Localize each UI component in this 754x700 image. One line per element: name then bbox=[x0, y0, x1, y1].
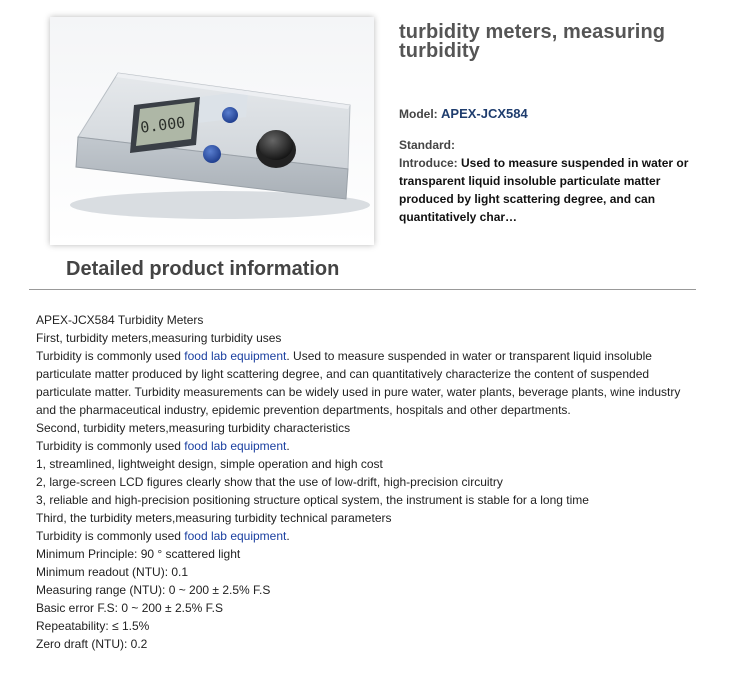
lcd-readout: 0.000 bbox=[139, 113, 187, 137]
detail-line: 2, large-screen LCD figures clearly show that the use of low-drift, high-precision circuitry bbox=[36, 475, 503, 489]
detail-text: Turbidity is commonly used bbox=[36, 439, 185, 453]
detail-line: Repeatability: ≤ 1.5% bbox=[36, 619, 150, 633]
detail-line: Measuring range (NTU): 0 ~ 200 ± 2.5% F.S bbox=[36, 583, 271, 597]
product-details bbox=[36, 311, 701, 653]
detail-line: Zero draft (NTU): 0.2 bbox=[36, 637, 148, 651]
introduce-label: Introduce: bbox=[399, 156, 458, 170]
detail-line: APEX-JCX584 Turbidity Meters bbox=[36, 313, 204, 327]
turbidity-meter-image bbox=[50, 17, 374, 245]
meter-knob bbox=[259, 130, 293, 160]
food-lab-equipment-link[interactable]: food lab equipment bbox=[184, 439, 287, 453]
detail-text: Turbidity is commonly used bbox=[36, 529, 185, 543]
detail-paragraph bbox=[36, 527, 701, 545]
detail-line: Minimum readout (NTU): 0.1 bbox=[36, 565, 189, 579]
detail-text: Turbidity is commonly used bbox=[36, 349, 185, 363]
model-value: APEX-JCX584 bbox=[441, 106, 528, 121]
product-photo[interactable] bbox=[50, 17, 374, 245]
detail-text: . bbox=[286, 529, 290, 543]
model-row bbox=[399, 105, 528, 123]
detail-line: Minimum Principle: 90 ° scattered light bbox=[36, 547, 241, 561]
section-divider bbox=[29, 289, 696, 290]
detail-line: Second, turbidity meters,measuring turbidity characteristics bbox=[36, 421, 351, 435]
detail-paragraph bbox=[36, 437, 701, 455]
detail-line: Basic error F.S: 0 ~ 200 ± 2.5% F.S bbox=[36, 601, 224, 615]
meter-button-lower bbox=[203, 145, 221, 163]
detail-text: . bbox=[286, 439, 290, 453]
model-label: Model: bbox=[399, 107, 438, 121]
standard-label: Standard: bbox=[399, 138, 456, 152]
detail-text: . Used to measure suspended in water or transparent liquid insoluble particulate matter produced by light scattering degree, and can quantitatively characterize the content of suspended particulate matter. Turbidity measurements can be widely used in pure water, water plants, beverage plants, wine industry and the pharmaceutical industry, epidemic prevention departments, hospitals and other departments. bbox=[36, 349, 681, 417]
introduce-text: Used to measure suspended in water or transparent liquid insoluble particulate matter produced by light scattering degree, and can quantitatively char… bbox=[399, 156, 689, 224]
product-title: turbidity meters, measuring turbidity bbox=[399, 21, 666, 62]
introduce-row bbox=[399, 154, 699, 226]
detail-paragraph bbox=[36, 347, 701, 419]
standard-row bbox=[399, 136, 455, 154]
detail-line: 3, reliable and high-precision positioning structure optical system, the instrument is stable for a long time bbox=[36, 493, 589, 507]
food-lab-equipment-link[interactable]: food lab equipment bbox=[184, 529, 287, 543]
meter-button-upper bbox=[222, 107, 238, 123]
detail-line: First, turbidity meters,measuring turbidity uses bbox=[36, 331, 282, 345]
detail-line: 1, streamlined, lightweight design, simple operation and high cost bbox=[36, 457, 383, 471]
section-heading: Detailed product information bbox=[66, 258, 340, 280]
food-lab-equipment-link[interactable]: food lab equipment bbox=[184, 349, 287, 363]
detail-line: Third, the turbidity meters,measuring turbidity technical parameters bbox=[36, 511, 392, 525]
